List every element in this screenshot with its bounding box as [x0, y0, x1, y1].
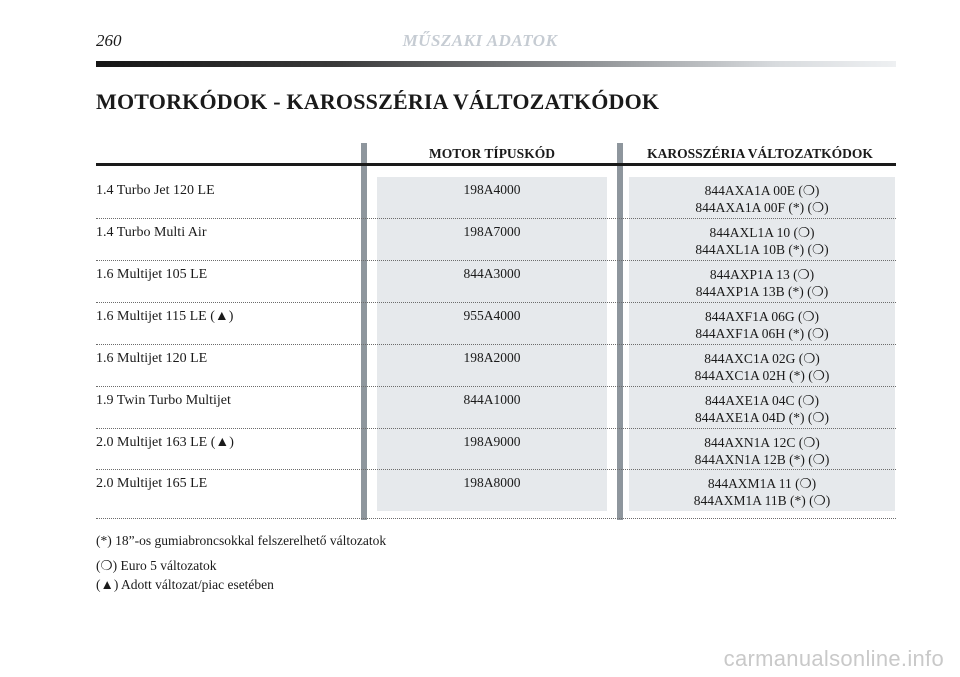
table-row: [96, 261, 896, 303]
page-number: 260: [96, 31, 122, 50]
column-header-body-variants: KAROSSZÉRIA VÁLTOZATKÓDOK: [647, 146, 873, 161]
watermark: carmanualsonline.info: [723, 646, 944, 671]
variant-code: 844AXA1A 00E (❍): [704, 183, 820, 198]
row-engine-code: 198A7000: [463, 224, 521, 239]
row-variants: [629, 392, 895, 426]
row-model: 1.6 Multijet 115 LE (▲): [96, 309, 234, 324]
table-row: [96, 219, 896, 261]
variant-code: 844AXN1A 12C (❍): [704, 435, 820, 450]
row-engine-code: 198A9000: [463, 434, 521, 449]
footnote-euro5: (❍) Euro 5 változatok: [96, 558, 217, 573]
variant-code: 844AXN1A 12B (*) (❍): [694, 452, 830, 467]
row-model: 2.0 Multijet 165 LE: [96, 476, 208, 491]
row-model: 1.6 Multijet 105 LE: [96, 267, 208, 282]
row-engine-code: 198A8000: [463, 475, 521, 490]
variant-code: 844AXP1A 13 (❍): [709, 267, 815, 282]
row-variants: [629, 308, 895, 342]
table-bottom-rule: [96, 518, 896, 519]
row-engine-code: 844A3000: [463, 266, 521, 281]
variant-code: 844AXF1A 06H (*) (❍): [695, 326, 829, 341]
row-variants: [629, 266, 895, 300]
footnote-18-inch: (*) 18”-os gumiabroncsokkal felszerelhető változatok: [96, 533, 387, 548]
row-model: 1.9 Twin Turbo Multijet: [96, 393, 231, 408]
row-model: 2.0 Multijet 163 LE (▲): [96, 435, 234, 450]
row-model: 1.6 Multijet 120 LE: [96, 351, 208, 366]
row-variants: [629, 475, 895, 509]
row-variants: [629, 182, 895, 216]
row-variants: [629, 434, 895, 468]
row-model: 1.4 Turbo Multi Air: [96, 225, 207, 240]
table-row: [96, 429, 896, 471]
variant-code: 844AXF1A 06G (❍): [704, 309, 820, 324]
variant-code: 844AXL1A 10 (❍): [709, 225, 815, 240]
row-variants: [629, 224, 895, 258]
footnote-market: (▲) Adott változat/piac esetében: [96, 577, 274, 592]
variant-code: 844AXE1A 04C (❍): [704, 393, 820, 408]
table-row: [96, 387, 896, 429]
column-header-engine-code: MOTOR TÍPUSKÓD: [429, 146, 555, 161]
running-title: MŰSZAKI ADATOK: [402, 31, 558, 50]
row-model: 1.4 Turbo Jet 120 LE: [96, 183, 215, 198]
row-engine-code: 955A4000: [463, 308, 521, 323]
page-title: MOTORKÓDOK - KAROSSZÉRIA VÁLTOZATKÓDOK: [96, 89, 660, 114]
footnotes: [96, 532, 386, 601]
table-header-rule: [96, 163, 896, 166]
header-rule: [96, 61, 896, 67]
row-engine-code: 844A1000: [463, 392, 521, 407]
table-row: [96, 470, 896, 512]
table-row: [96, 345, 896, 387]
variant-code: 844AXM1A 11 (❍): [707, 476, 817, 491]
variant-code: 844AXM1A 11B (*) (❍): [693, 493, 831, 508]
row-engine-code: 198A4000: [463, 182, 521, 197]
row-engine-code: 198A2000: [463, 350, 521, 365]
variant-code: 844AXE1A 04D (*) (❍): [695, 410, 829, 425]
table-row: [96, 303, 896, 345]
row-variants: [629, 350, 895, 384]
variant-code: 844AXL1A 10B (*) (❍): [695, 242, 829, 257]
variant-code: 844AXP1A 13B (*) (❍): [695, 284, 829, 299]
variant-code: 844AXC1A 02G (❍): [704, 351, 820, 366]
table-row: [96, 177, 896, 219]
variant-code: 844AXA1A 00F (*) (❍): [695, 200, 829, 215]
variant-code: 844AXC1A 02H (*) (❍): [694, 368, 830, 383]
